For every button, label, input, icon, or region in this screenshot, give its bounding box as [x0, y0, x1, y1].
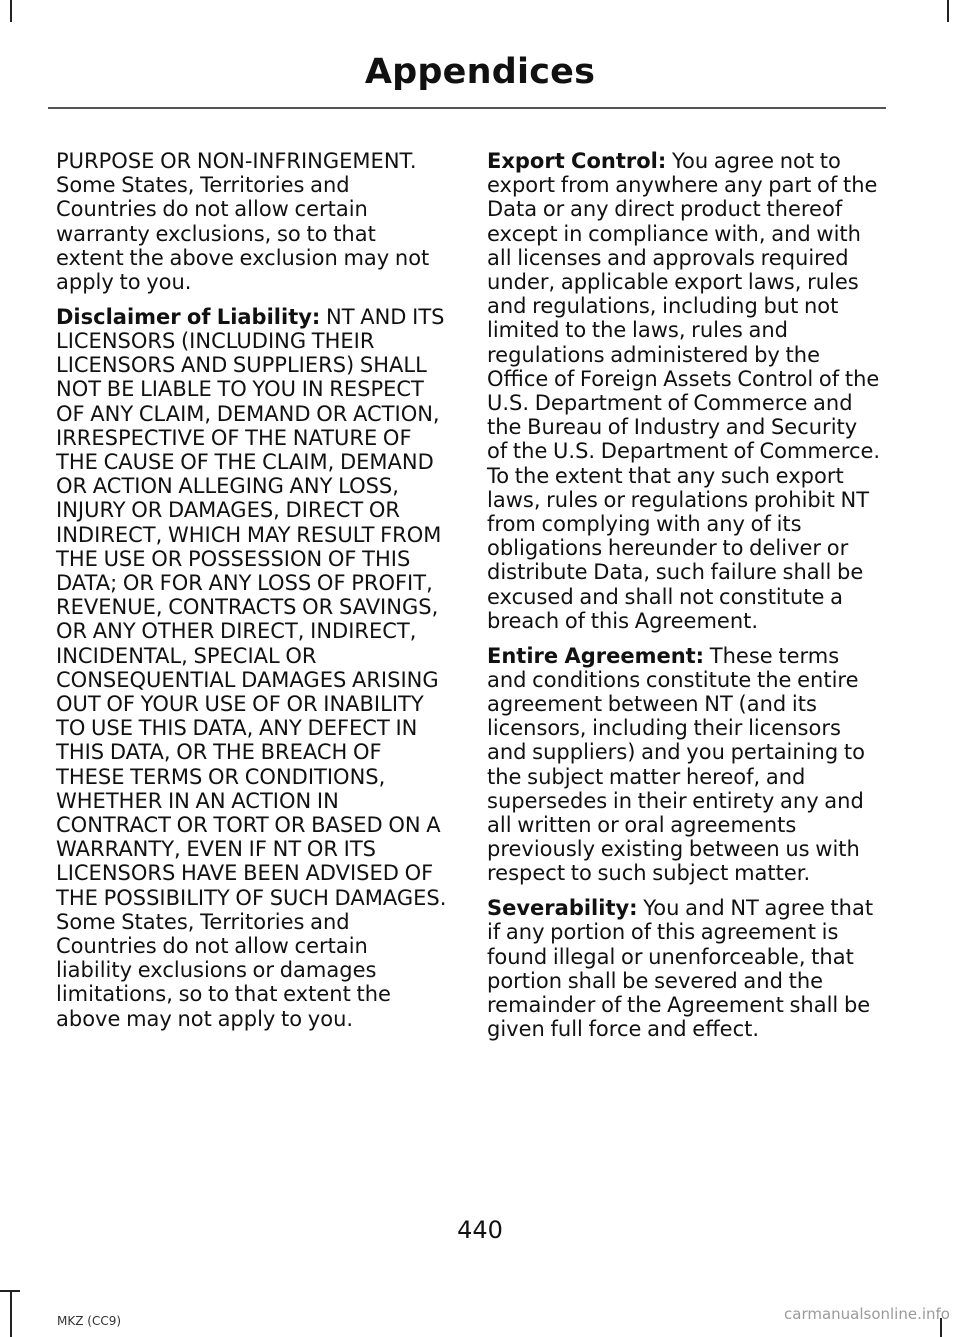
- paragraph-text: You and NT agree that if any portion of this agreement is found illegal or unenforceable, that portion shall be severed and the remainder of the Agreement shall be given full force and effect.: [487, 896, 874, 1042]
- paragraph-text: NT AND ITS LICENSORS (INCLUDING THEIR LICENSORS AND SUPPLIERS) SHALL NOT BE LIABLE TO YOU IN RESPECT OF ANY CLAIM, DEMAND OR ACTION, IRRESPECTIVE OF THE NATURE OF THE CAUSE OF THE CLAIM, DEMAND OR ACTION ALLEGING ANY LOSS, INJURY OR DAMAGES, DIRECT OR INDIRECT, WHICH MAY RESULT FROM THE USE OR POSSESSION OF THIS DATA; OR FOR ANY LOSS OF PROFIT, REVENUE, CONTRACTS OR SAVINGS, OR ANY OTHER DIRECT, INDIRECT, INCIDENTAL, SPECIAL OR CONSEQUENTIAL DAMAGES ARISING OUT OF YOUR USE OF OR INABILITY TO USE THIS DATA, ANY DEFECT IN THIS DATA, OR THE BREACH OF THESE TERMS OR CONDITIONS, WHETHER IN AN ACTION IN CONTRACT OR TORT OR BASED ON A WARRANTY, EVEN IF NT OR ITS LICENSORS HAVE BEEN ADVISED OF THE POSSIBILITY OF SUCH DAMAGES. Some States, Territories and Countries do not allow certain liability exclusions or damages limitations, so to that extent the above may not apply to you.: [56, 304, 447, 1031]
- footer-model-label: MKZ (CC9): [57, 1314, 122, 1328]
- left-column: [56, 149, 448, 1041]
- paragraph-text: You agree not to export from anywhere any part of the Data or any direct product thereof except in compliance with, and with all licenses and approvals required under, applicable export laws, rules and regulations, including but not limited to the laws, rules and regulations administered by the Office of Foreign Assets Control of the U.S. Department of Commerce and the Bureau of Industry and Security of the U.S. Department of Commerce. To the extent that any such export laws, rules or regulations prohibit NT from complying with any of its obligations hereunder to deliver or distribute Data, such failure shall be excused and shall not constitute a breach of this Agreement.: [487, 149, 881, 633]
- crop-mark-bottom-left-v: [10, 1290, 12, 1337]
- right-column: [487, 149, 881, 1052]
- entire-agreement-paragraph: [487, 644, 881, 886]
- export-control-paragraph: [487, 149, 881, 633]
- crop-mark-top-right-v: [947, 0, 949, 22]
- severability-paragraph: [487, 896, 881, 1041]
- crop-mark-top-left-v: [10, 0, 12, 22]
- watermark: carmanualsonline.info: [784, 1305, 950, 1323]
- section-heading: Export Control:: [487, 149, 667, 173]
- disclaimer-of-liability-paragraph: [56, 305, 448, 1031]
- paragraph-text: These terms and conditions constitute the entire agreement between NT (and its licensors, including their licensors and suppliers) and you pertaining to the subject matter hereof, and supersedes in their entirety any and all written or oral agreements previously existing between us with respect to such subject matter.: [487, 643, 865, 886]
- section-heading: Entire Agreement:: [487, 643, 705, 668]
- warranty-exclusion-paragraph: [56, 149, 448, 294]
- header-divider: [48, 107, 886, 109]
- crop-mark-bottom-left-h: [0, 1290, 20, 1292]
- paragraph-text: PURPOSE OR NON-INFRINGEMENT. Some States, Territories and Countries do not allow certain warranty exclusions, so to that extent the above exclusion may not apply to you.: [56, 149, 430, 295]
- section-heading: Severability:: [487, 896, 638, 921]
- page-title: Appendices: [364, 52, 596, 92]
- section-heading: Disclaimer of Liability:: [56, 304, 321, 329]
- page-number: 440: [457, 1216, 503, 1244]
